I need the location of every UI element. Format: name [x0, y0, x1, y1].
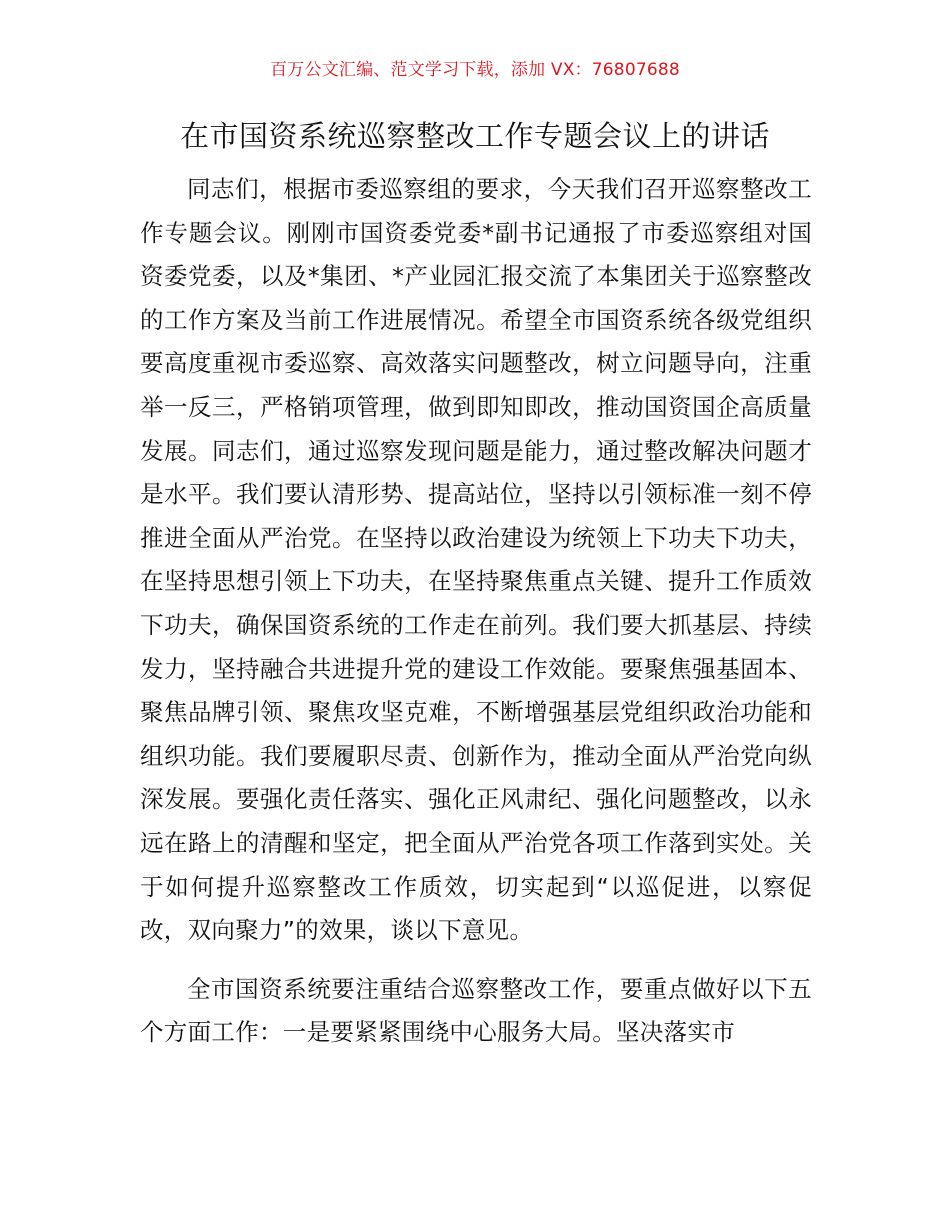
watermark-header: 百万公文汇编、范文学习下载，添加 VX：76807688: [270, 60, 680, 80]
document-title: 在市国资系统巡察整改工作专题会议上的讲话: [179, 119, 770, 153]
paragraph-five-aspects: 全市国资系统要注重结合巡察整改工作，要重点做好以下五个方面工作：一是要紧紧围绕中心服务大局。坚决落实市: [140, 974, 812, 1047]
document-body: [140, 168, 812, 1055]
paragraph-intro: 同志们，根据市委巡察组的要求，今天我们召开巡察整改工作专题会议。刚刚市国资委党委*副书记通报了市委巡察组对国资委党委，以及*集团、*产业园汇报交流了本集团关于巡察整改的工作方案及当前工作进展情况。希望全市国资系统各级党组织要高度重视市委巡察、高效落实问题整改，树立问题导向，注重举一反三，严格销项管理，做到即知即改，推动国资国企高质量发展。同志们，通过巡察发现问题是能力，通过整改解决问题才是水平。我们要认清形势、提高站位，坚持以引领标准一刻不停推进全面从严治党。在坚持以政治建设为统领上下功夫下功夫，在坚持思想引领上下功夫，在坚持聚焦重点关键、提升工作质效下功夫，确保国资系统的工作走在前列。我们要大抓基层、持续发力，坚持融合共进提升党的建设工作效能。要聚焦强基固本、聚焦品牌引领、聚焦攻坚克难，不断增强基层党组织政治功能和组织功能。我们要履职尽责、创新作为，推动全面从严治党向纵深发展。要强化责任落实、强化正风肃纪、强化问题整改，以永远在路上的清醒和坚定，把全面从严治党各项工作落到实处。关于如何提升巡察整改工作质效，切实起到“以巡促进，以察促改，双向聚力”的效果，谈以下意见。: [140, 175, 812, 945]
